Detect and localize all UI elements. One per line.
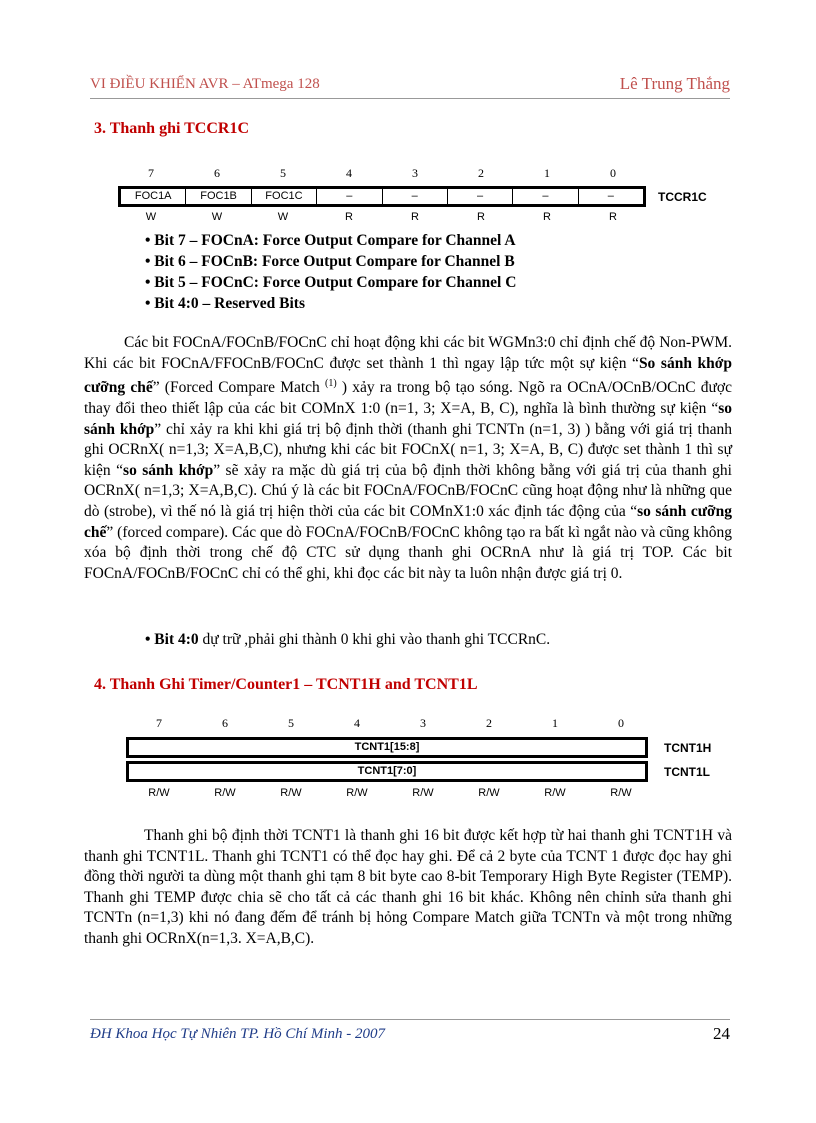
text: Các bit FOCnA/FOCnB/FOCnC chỉ hoạt động khi các bit WGMn3:0 chỉ định chế độ Non-PWM. Khi các bit FOCnA/FFOCnB/FOCnC được set thành 1 thì ngay lập tức một sự kiện “ — [84, 334, 732, 372]
tccr1c-access-row — [118, 211, 646, 225]
bit-number: 0 — [610, 166, 616, 180]
tccr1c-register-box — [118, 186, 646, 207]
list-item: • Bit 6 – FOCnB: Force Output Compare for Channel B — [145, 253, 515, 270]
list-item: • Bit 4:0 – Reserved Bits — [145, 295, 305, 312]
bit-number: 3 — [420, 716, 426, 730]
bit40-label: • Bit 4:0 — [145, 631, 199, 648]
bit-number: 5 — [288, 716, 294, 730]
access-label: W — [211, 211, 223, 223]
register-cell: FOC1C — [252, 189, 317, 204]
access-label: R — [345, 211, 353, 223]
text: ” chỉ xảy ra khi khi giá trị bộ định thời (thanh ghi TCNTn (n=1, 3) ) bằng với giá trị thanh ghi OCRnX( n=1,3; X=A,B,C), nhưng khi các bit FOCnX( n=1, 3; X=A, B, C) được set thành 1 thì sự kiện “ — [84, 420, 732, 479]
register-cell: – — [383, 189, 448, 204]
access-label: R — [543, 211, 551, 223]
bit-number: 2 — [478, 166, 484, 180]
bit40-note — [145, 630, 745, 651]
tcnt1l-register-name: TCNT1L — [664, 765, 710, 779]
tcnt1l-register-box: TCNT1[7:0] — [126, 761, 648, 782]
bold-term: so sánh khớp — [123, 461, 214, 479]
list-item: • Bit 7 – FOCnA: Force Output Compare for Channel A — [145, 232, 516, 249]
tcnt1-access-row — [126, 787, 654, 801]
register-cell: – — [317, 189, 382, 204]
bit-number: 4 — [346, 166, 352, 180]
bit-number: 6 — [214, 166, 220, 180]
tcnt1h-register-box: TCNT1[15:8] — [126, 737, 648, 758]
bold-term: so sánh khớp — [84, 399, 732, 438]
bit-number: 3 — [412, 166, 418, 180]
access-label: R/W — [214, 787, 236, 799]
access-label: W — [145, 211, 157, 223]
footer-institution: ĐH Khoa Học Tự Nhiên TP. Hồ Chí Minh - 2007 — [90, 1026, 385, 1042]
access-label: R/W — [280, 787, 302, 799]
bit-number: 7 — [148, 166, 154, 180]
register-cell: FOC1A — [121, 189, 186, 204]
access-label: R — [411, 211, 419, 223]
register-cell: – — [513, 189, 578, 204]
bit-number: 5 — [280, 166, 286, 180]
header-divider — [90, 98, 730, 99]
text: ” sẽ xảy ra mặc dù giá trị của bộ định thời không bằng với giá trị của thanh ghi OCRnX( n=1,3; X=A,B,C). Chú ý là các bit FOCnA/FOCnB/FOCnC cũng hoạt động như là những que dò (strobe), vì thế nó là giá trị hiện thời của các bit COMnX1:0 xác định tác động của “ — [84, 461, 732, 520]
access-label: R — [477, 211, 485, 223]
access-label: R/W — [412, 787, 434, 799]
access-label: R/W — [346, 787, 368, 799]
bold-term: So sánh khớp cưỡng chế — [84, 354, 732, 397]
text: ) xảy ra trong bộ tạo sóng. Ngõ ra OCnA/OCnB/OCnC được thay đổi theo thiết lập của các bit COMnX 1:0 (n=1, 3; X=A, B, C), nghĩa là bình thường sự kiện “ — [84, 379, 733, 417]
section-4-title: 4. Thanh Ghi Timer/Counter1 – TCNT1H and TCNT1L — [94, 676, 478, 693]
bit40-text: dự trữ ,phải ghi thành 0 khi ghi vào thanh ghi TCCRnC. — [198, 631, 551, 648]
register-cell: – — [448, 189, 513, 204]
bit-number: 4 — [354, 716, 360, 730]
footer-divider — [90, 1019, 730, 1020]
page-number: 24 — [713, 1024, 730, 1043]
bit-number: 6 — [222, 716, 228, 730]
access-label: R/W — [478, 787, 500, 799]
list-item: • Bit 5 – FOCnC: Force Output Compare for Channel C — [145, 274, 517, 291]
paragraph — [84, 333, 732, 584]
tccr1c-bit-numbers — [118, 166, 646, 180]
access-label: R/W — [544, 787, 566, 799]
header-title: VI ĐIỀU KHIỂN AVR – ATmega 128 — [90, 76, 320, 92]
tcnt1-bit-numbers — [126, 716, 654, 730]
access-label: R — [609, 211, 617, 223]
register-cell: – — [607, 190, 614, 202]
bit-number: 7 — [156, 716, 162, 730]
bit-number: 0 — [618, 716, 624, 730]
register-cell: FOC1B — [186, 189, 251, 204]
footnote-marker: (1) — [325, 378, 337, 390]
access-label: R/W — [610, 787, 632, 799]
text: ” (Forced Compare Match — [152, 379, 325, 397]
header-author: Lê Trung Thắng — [619, 74, 730, 93]
section-4-paragraph — [84, 826, 732, 950]
section-3-title: 3. Thanh ghi TCCR1C — [94, 120, 250, 137]
tccr1c-register-name: TCCR1C — [658, 190, 707, 204]
bit-number: 1 — [544, 166, 550, 180]
bit-number: 2 — [486, 716, 492, 730]
bold-term: so sánh cưỡng chế — [84, 502, 732, 541]
access-label: W — [277, 211, 289, 223]
access-label: R/W — [148, 787, 170, 799]
section-3-paragraph — [84, 333, 732, 584]
bit-description-list — [145, 230, 516, 314]
text: ” (forced compare). Các que dò FOCnA/FOCnB/FOCnC không tạo ra bất kì ngắt nào và cũng không xóa bộ định thời trong chế độ CTC sử dụng thanh ghi OCRnA như là giá trị TOP. Các bit FOCnA/FOCnB/FOCnC chỉ có thể ghi, khi đọc các bit này ta luôn nhận được giá trị 0. — [84, 523, 732, 582]
bit-number: 1 — [552, 716, 558, 730]
paragraph: Thanh ghi bộ định thời TCNT1 là thanh ghi 16 bit được kết hợp từ hai thanh ghi TCNT1H và thanh ghi TCNT1L. Thanh ghi TCNT1 có thể đọc hay ghi. Để cả 2 byte của TCNT 1 được đọc hay ghi đồng thời người ta dùng một thanh ghi tạm 8 bit byte cao 8-bit Temporary High Byte Register (TEMP). Thanh ghi TEMP được chia sẽ cho tất cả các thanh ghi 16 bit khác. Không nên chỉnh sửa thanh ghi TCNTn (n=1,3) khi nó đang đếm để tránh bị hỏng Compare Match giữa TCNTn và một trong những thanh ghi OCRnX(n=1,3. X=A,B,C). — [84, 827, 732, 947]
tcnt1h-register-name: TCNT1H — [664, 741, 712, 755]
